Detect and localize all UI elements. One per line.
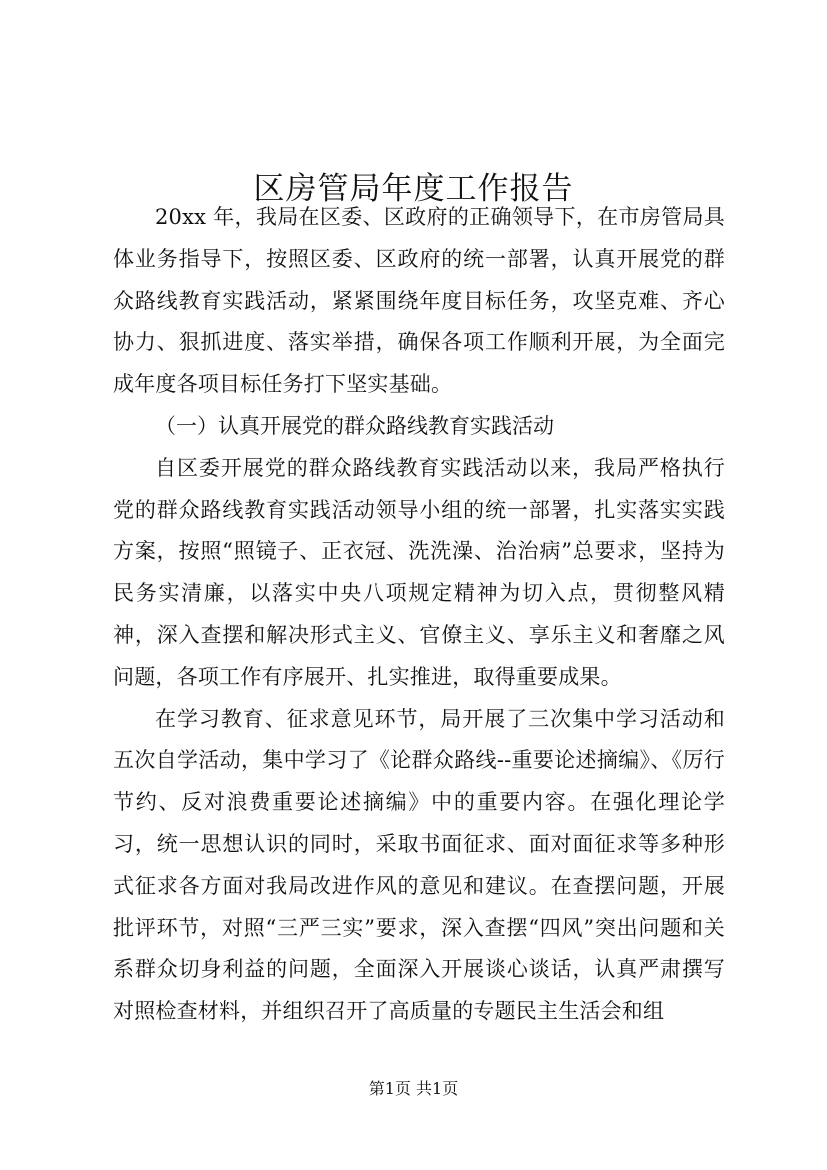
intro-paragraph: 20xx 年，我局在区委、区政府的正确领导下，在市房管局具体业务指导下，按照区委、区政府的统一部署，认真开展党的群众路线教育实践活动，紧紧围绕年度目标任务，攻坚克难、齐心协力、狠抓进度、落实举措，确保各项工作顺利开展，为全面完成年度各项目标任务打下坚实基础。	[113, 205, 725, 397]
document-title: 区房管局年度工作报告	[253, 170, 574, 207]
document-body	[113, 197, 725, 1033]
body-paragraph: 自区委开展党的群众路线教育实践活动以来，我局严格执行党的群众路线教育实践活动领导小组的统一部署，扎实落实实践方案，按照“照镜子、正衣冠、洗洗澡、治治病”总要求，坚持为民务实清廉，以落实中央八项规定精神为切入点，贯彻整风精神，深入查摆和解决形式主义、官僚主义、享乐主义和奢靡之风问题，各项工作有序展开、扎实推进，取得重要成果。	[113, 455, 725, 689]
section-heading: （一）认真开展党的群众路线教育实践活动	[155, 413, 554, 438]
body-paragraph: 在学习教育、征求意见环节，局开展了三次集中学习活动和五次自学活动，集中学习了《论群众路线--重要论述摘编》、《厉行节约、反对浪费重要论述摘编》中的重要内容。在强化理论学习，统一思想认识的同时，采取书面征求、面对面征求等多种形式征求各方面对我局改进作风的意见和建议。在查摆问题，开展批评环节，对照“三严三实”要求，深入查摆“四风”突出问题和关系群众切身利益的问题，全面深入开展谈心谈话，认真严肃撰写对照检查材料，并组织召开了高质量的专题民主生活会和组	[113, 706, 725, 1024]
page-footer: 第1页 共1页	[368, 1079, 459, 1098]
